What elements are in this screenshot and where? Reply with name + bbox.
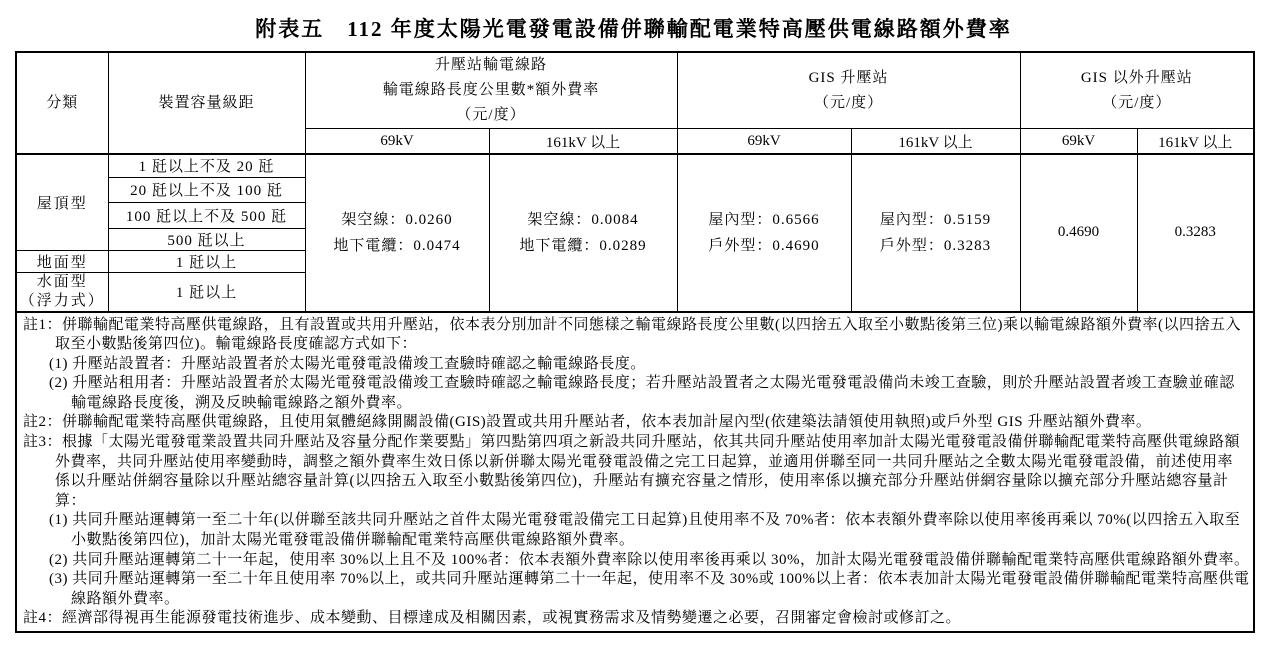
rate-table	[15, 51, 1255, 633]
header-gis	[677, 52, 1020, 129]
note-3-line-3: 係以升壓站併網容量除以升壓站總容量計算(以四捨五入取至小數點後第四位)，升壓站有擴充容量之情形，使用率係以擴充部分升壓站併網容量除以擴充部分升壓站總容量計	[55, 473, 1229, 490]
note-1-line-1: 註1：併聯輸配電業特高壓供電線路，且有設置或共用升壓站，依本表分別加計不同態樣之輸電線路長度公里數(以四捨五入取至小數點後第三位)乘以輸電線路額外費率(以四捨五入	[23, 316, 1241, 333]
header-trans-69kv: 69kV	[305, 129, 489, 155]
note-3-item-2: (2) 共同升壓站運轉第二十一年起，使用率 30%以上且不及 100%者：依本表額外費率除以使用率後再乘以 30%，加計太陽光電發電設備併聯輸配電業特高壓供電線路額外費率。	[49, 551, 1250, 568]
note-3-item-1: (1) 共同升壓站運轉第一至二十年(以併聯至該共同升壓站之首件太陽光電發電設備完工日起算)且使用率不及 70%者：依本表額外費率除以使用率後再乘以 70%(以四捨五入取至	[49, 512, 1241, 529]
header-category: 分類	[16, 52, 108, 154]
header-trans-line	[305, 52, 677, 129]
rate-trans-161kv: 架空線：0.0084 地下電纜：0.0289	[489, 154, 677, 312]
tier-rooftop-4: 500 瓩以上	[108, 228, 305, 250]
page-title: 附表五 112 年度太陽光電發電設備併聯輸配電業特高壓供電線路額外費率	[255, 17, 1012, 41]
header-trans-line1: 升壓站輸電線路	[435, 57, 548, 73]
note-3-line-1: 註3：根據「太陽光電發電業設置共同升壓站及容量分配作業要點」第四點第四項之新設共同升壓站，依其共同升壓站使用率加計太陽光電發電設備併聯輸配電業特高壓供電線路額	[23, 434, 1241, 451]
tier-rooftop-1: 1 瓩以上不及 20 瓩	[108, 154, 305, 177]
note-3-item-3-cont: 線路額外費率。	[71, 590, 180, 607]
header-non-gis-unit: （元/度）	[1102, 94, 1172, 111]
tier-floating: 1 瓩以上	[108, 272, 305, 312]
header-gis-title: GIS 升壓站	[808, 69, 889, 86]
note-1-item-2: (2) 升壓站租用者：升壓站設置者於太陽光電發電設備竣工查驗時確認之輸電線路長度；若升壓站設置者之太陽光電發電設備尚未竣工查驗，則於升壓站設置者竣工查驗並確認	[49, 375, 1235, 392]
tier-rooftop-2: 20 瓩以上不及 100 瓩	[108, 177, 305, 202]
category-rooftop: 屋頂型	[16, 154, 108, 250]
rate-nongis-161kv: 0.3283	[1137, 154, 1254, 312]
header-non-gis	[1020, 52, 1254, 129]
category-ground: 地面型	[16, 250, 108, 272]
note-1-item-1: (1) 升壓站設置者：升壓站設置者於太陽光電發電設備竣工查驗時確認之輸電線路長度。	[49, 355, 646, 372]
header-gis-161kv: 161kV 以上	[851, 129, 1020, 155]
rate-trans-69kv: 架空線：0.0260 地下電纜：0.0474	[305, 154, 489, 312]
header-gis-unit: （元/度）	[813, 94, 884, 111]
note-2: 註2：併聯輸配電業特高壓供電線路，且使用氣體絕緣開關設備(GIS)設置或共用升壓站者，依本表加計屋內型(依建築法請領使用執照)或戶外型 GIS 升壓站額外費率。	[23, 414, 1152, 431]
note-1-line-2: 取至小數點後第四位)。輸電線路長度確認方式如下：	[55, 336, 417, 353]
header-trans-line2: 輸電線路長度公里數*額外費率	[382, 82, 600, 98]
header-gis-69kv: 69kV	[677, 129, 851, 155]
note-3-item-3: (3) 共同升壓站運轉第一至二十年且使用率 70%以上，或共同升壓站運轉第二十一年起，使用率不及 30%或 100%以上者：依本表加計太陽光電發電設備併聯輸配電業特高壓供電	[49, 571, 1250, 588]
header-nongis-161kv: 161kV 以上	[1137, 129, 1254, 155]
tier-ground: 1 瓩以上	[108, 250, 305, 272]
table-row	[16, 154, 1254, 177]
header-trans-unit: （元/度）	[456, 107, 526, 123]
tier-rooftop-3: 100 瓩以上不及 500 瓩	[108, 202, 305, 228]
header-non-gis-title: GIS 以外升壓站	[1080, 69, 1193, 86]
note-4: 註4：經濟部得視再生能源發電技術進步、成本變動、目標達成及相關因素，或視實務需求及情勢變遷之必要，召開審定會檢討或修訂之。	[23, 610, 962, 627]
header-capacity: 裝置容量級距	[108, 52, 305, 154]
note-1-item-2-cont: 輸電線路長度後，溯及反映輸電線路之額外費率。	[71, 394, 413, 411]
header-row-groups	[16, 52, 1254, 129]
rate-gis-69kv: 屋內型：0.6566 戶外型：0.4690	[677, 154, 851, 312]
note-3-item-1-cont: 小數點後第四位)，加計太陽光電發電設備併聯輸配電業特高壓供電線路額外費率。	[71, 532, 635, 549]
rate-gis-161kv: 屋內型：0.5159 戶外型：0.3283	[851, 154, 1020, 312]
note-3-line-4: 算：	[55, 492, 87, 509]
header-nongis-69kv: 69kV	[1020, 129, 1137, 155]
notes-section	[16, 312, 1254, 633]
category-floating: 水面型 （浮力式）	[16, 272, 108, 312]
note-3-line-2: 外費率，共同升壓站使用率變動時，調整之額外費率生效日係以新併聯太陽光電發電設備之完工日起算，並適用併聯至同一共同升壓站之全數太陽光電發電設備，前述使用率	[55, 453, 1234, 470]
notes-row	[16, 312, 1254, 633]
rate-nongis-69kv: 0.4690	[1020, 154, 1137, 312]
header-trans-161kv: 161kV 以上	[489, 129, 677, 155]
